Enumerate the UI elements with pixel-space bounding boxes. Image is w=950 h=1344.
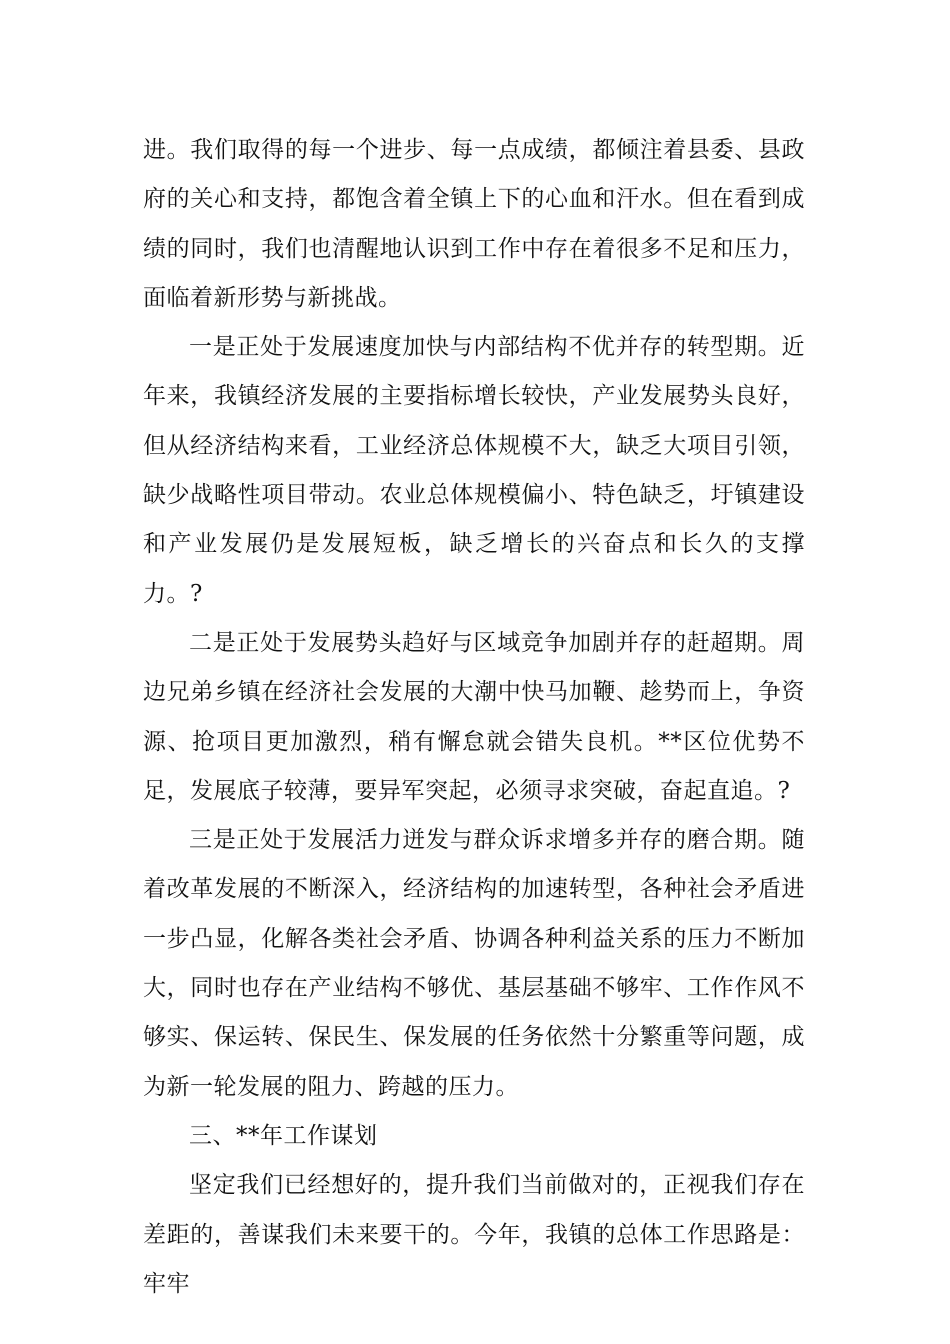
paragraph-adjustment-period: 三是正处于发展活力迸发与群众诉求增多并存的磨合期。随着改革发展的不断深入，经济结构的加速转型，各种社会矛盾进一步凸显，化解各类社会矛盾、协调各种利益关系的压力不断加大，同时也存在产业结构不够优、基层基础不够牢、工作作风不够实、保运转、保民生、保发展的任务依然十分繁重等问题，成为新一轮发展的阻力、跨越的压力。 — [143, 827, 805, 1100]
section-heading: 三、**年工作谋划 — [189, 1122, 378, 1149]
paragraph-transition-period: 一是正处于发展速度加快与内部结构不优并存的转型期。近年来，我镇经济发展的主要指标增长较快，产业发展势头良好，但从经济结构来看，工业经济总体规模不大，缺乏大项目引领，缺少战略性项目带动。农业总体规模偏小、特色缺乏，圩镇建设和产业发展仍是发展短板，缺乏增长的兴奋点和长久的支撑力。? — [143, 334, 805, 607]
paragraph-catch-up-period: 二是正处于发展势头趋好与区域竞争加剧并存的赶超期。周边兄弟乡镇在经济社会发展的大潮中快马加鞭、趁势而上，争资源、抢项目更加激烈，稍有懈怠就会错失良机。**区位优势不足，发展底子较薄，要异军突起，必须寻求突破，奋起直追。? — [143, 629, 805, 804]
paragraph-work-plan: 坚定我们已经想好的，提升我们当前做对的，正视我们存在差距的，善谋我们未来要干的。今年，我镇的总体工作思路是：牢牢 — [143, 1172, 805, 1297]
document-body — [143, 126, 805, 1309]
paragraph-continued: 进。我们取得的每一个进步、每一点成绩，都倾注着县委、县政府的关心和支持，都饱含着全镇上下的心血和汗水。但在看到成绩的同时，我们也清醒地认识到工作中存在着很多不足和压力，面临着新形势与新挑战。 — [143, 137, 805, 311]
